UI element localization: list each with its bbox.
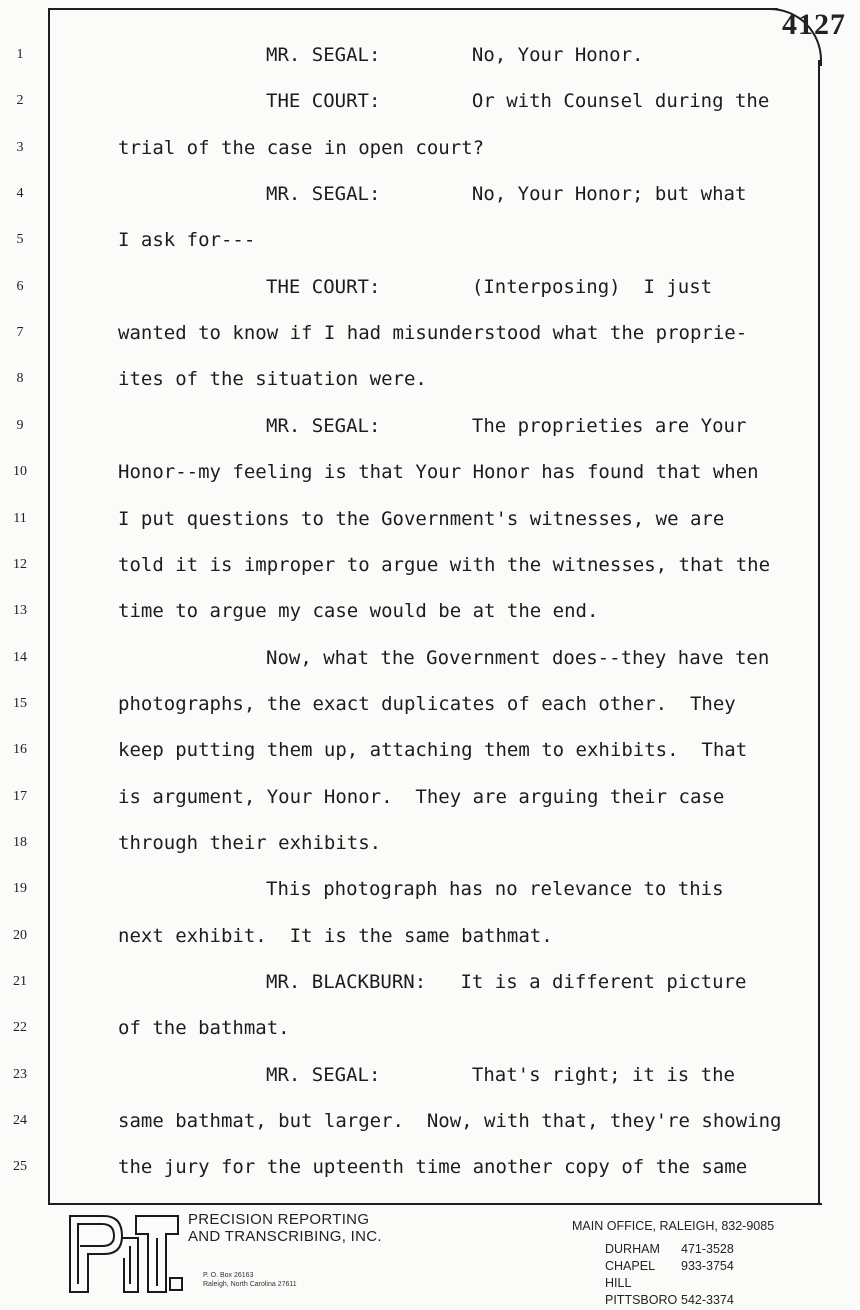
transcript-line: MR. SEGAL: That's right; it is the — [266, 1063, 735, 1086]
office-city: DURHAM — [605, 1242, 660, 1256]
transcript-line: This photograph has no relevance to this — [266, 878, 724, 901]
transcript-line: THE COURT: Or with Counsel during the — [266, 90, 770, 113]
transcript-line: MR. BLACKBURN: It is a different picture — [266, 971, 747, 993]
line-number: 19 — [13, 881, 27, 897]
transcript-line: wanted to know if I had misunderstood what the proprie- — [118, 322, 748, 345]
line-number: 10 — [13, 464, 27, 480]
line-number: 23 — [13, 1066, 27, 1082]
office-phone: 542-3374 — [681, 1293, 734, 1307]
line-number: 6 — [16, 278, 24, 294]
line-number: 4 — [16, 186, 24, 202]
line-number: 11 — [13, 510, 27, 526]
precision-reporting-logo — [64, 1208, 184, 1296]
transcript-line: trial of the case in open court? — [118, 136, 485, 159]
line-number: 15 — [13, 695, 27, 711]
transcript-line: photographs, the exact duplicates of each other. They — [118, 692, 736, 715]
line-number: 13 — [13, 603, 27, 619]
office-phone: 933-3754 — [681, 1259, 734, 1273]
transcript-line: told it is improper to argue with the witnesses, that the — [118, 553, 771, 576]
office-phone-row — [605, 1292, 734, 1309]
transcript-line: MR. SEGAL: The proprieties are Your — [266, 414, 747, 437]
transcript-line: keep putting them up, attaching them to exhibits. That — [118, 739, 748, 762]
transcript-line: time to argue my case would be at the end. — [118, 600, 599, 623]
line-number: 21 — [13, 974, 27, 989]
line-number: 8 — [16, 371, 24, 387]
transcript-line: ites of the situation were. — [118, 368, 427, 391]
line-number: 12 — [13, 556, 27, 572]
transcript-line: same bathmat, but larger. Now, with that, they're showing — [118, 1110, 782, 1133]
frame-right-border — [818, 60, 820, 1205]
main-office: MAIN OFFICE, RALEIGH, 832-9085 — [572, 1219, 775, 1233]
line-number: 20 — [13, 927, 27, 943]
line-number: 17 — [13, 788, 27, 804]
transcript-line: THE COURT: (Interposing) I just — [266, 275, 713, 298]
company-address — [203, 1271, 297, 1289]
city-state: Raleigh, North Carolina 27611 — [203, 1281, 297, 1288]
line-number: 16 — [13, 742, 27, 758]
line-number: 22 — [13, 1020, 27, 1036]
line-number: 25 — [13, 1159, 27, 1175]
transcript-line: the jury for the upteenth time another copy of the same — [118, 1156, 748, 1179]
line-number: 1 — [16, 47, 24, 62]
office-city: PITTSBORO — [605, 1293, 678, 1307]
transcript-line: through their exhibits. — [118, 831, 382, 854]
transcript-line: I put questions to the Government's witnesses, we are — [118, 507, 725, 530]
transcript-line: MR. SEGAL: No, Your Honor. — [266, 44, 644, 66]
transcript-line: is argument, Your Honor. They are arguing their case — [118, 785, 725, 808]
office-phone-row — [605, 1258, 734, 1292]
page-number: 4127 — [782, 8, 846, 41]
po-box: P. O. Box 26163 — [203, 1272, 254, 1279]
line-number: 7 — [16, 325, 24, 341]
company-line-1: PRECISION REPORTING — [188, 1211, 370, 1228]
line-number: 9 — [16, 417, 24, 433]
office-phone-row — [605, 1241, 734, 1258]
office-phone: 471-3528 — [681, 1242, 734, 1256]
line-number: 24 — [13, 1113, 27, 1129]
transcript-line: next exhibit. It is the same bathmat. — [118, 924, 553, 947]
frame-top-border — [48, 8, 778, 10]
transcript-line: Honor--my feeling is that Your Honor has found that when — [118, 461, 759, 484]
transcript-line: I ask for--- — [118, 229, 256, 252]
transcript-line: Now, what the Government does--they have ten — [266, 646, 770, 669]
company-name — [188, 1211, 382, 1245]
transcript-line: MR. SEGAL: No, Your Honor; but what — [266, 183, 747, 206]
line-number: 3 — [16, 139, 24, 155]
company-line-2: AND TRANSCRIBING, INC. — [188, 1228, 382, 1245]
office-city: CHAPEL HILL — [605, 1259, 655, 1290]
office-phone-list — [605, 1241, 734, 1309]
line-number: 14 — [13, 649, 27, 665]
line-number: 5 — [16, 232, 24, 248]
line-number: 18 — [13, 834, 27, 850]
line-number: 2 — [16, 93, 24, 109]
transcript-line: of the bathmat. — [118, 1017, 290, 1040]
